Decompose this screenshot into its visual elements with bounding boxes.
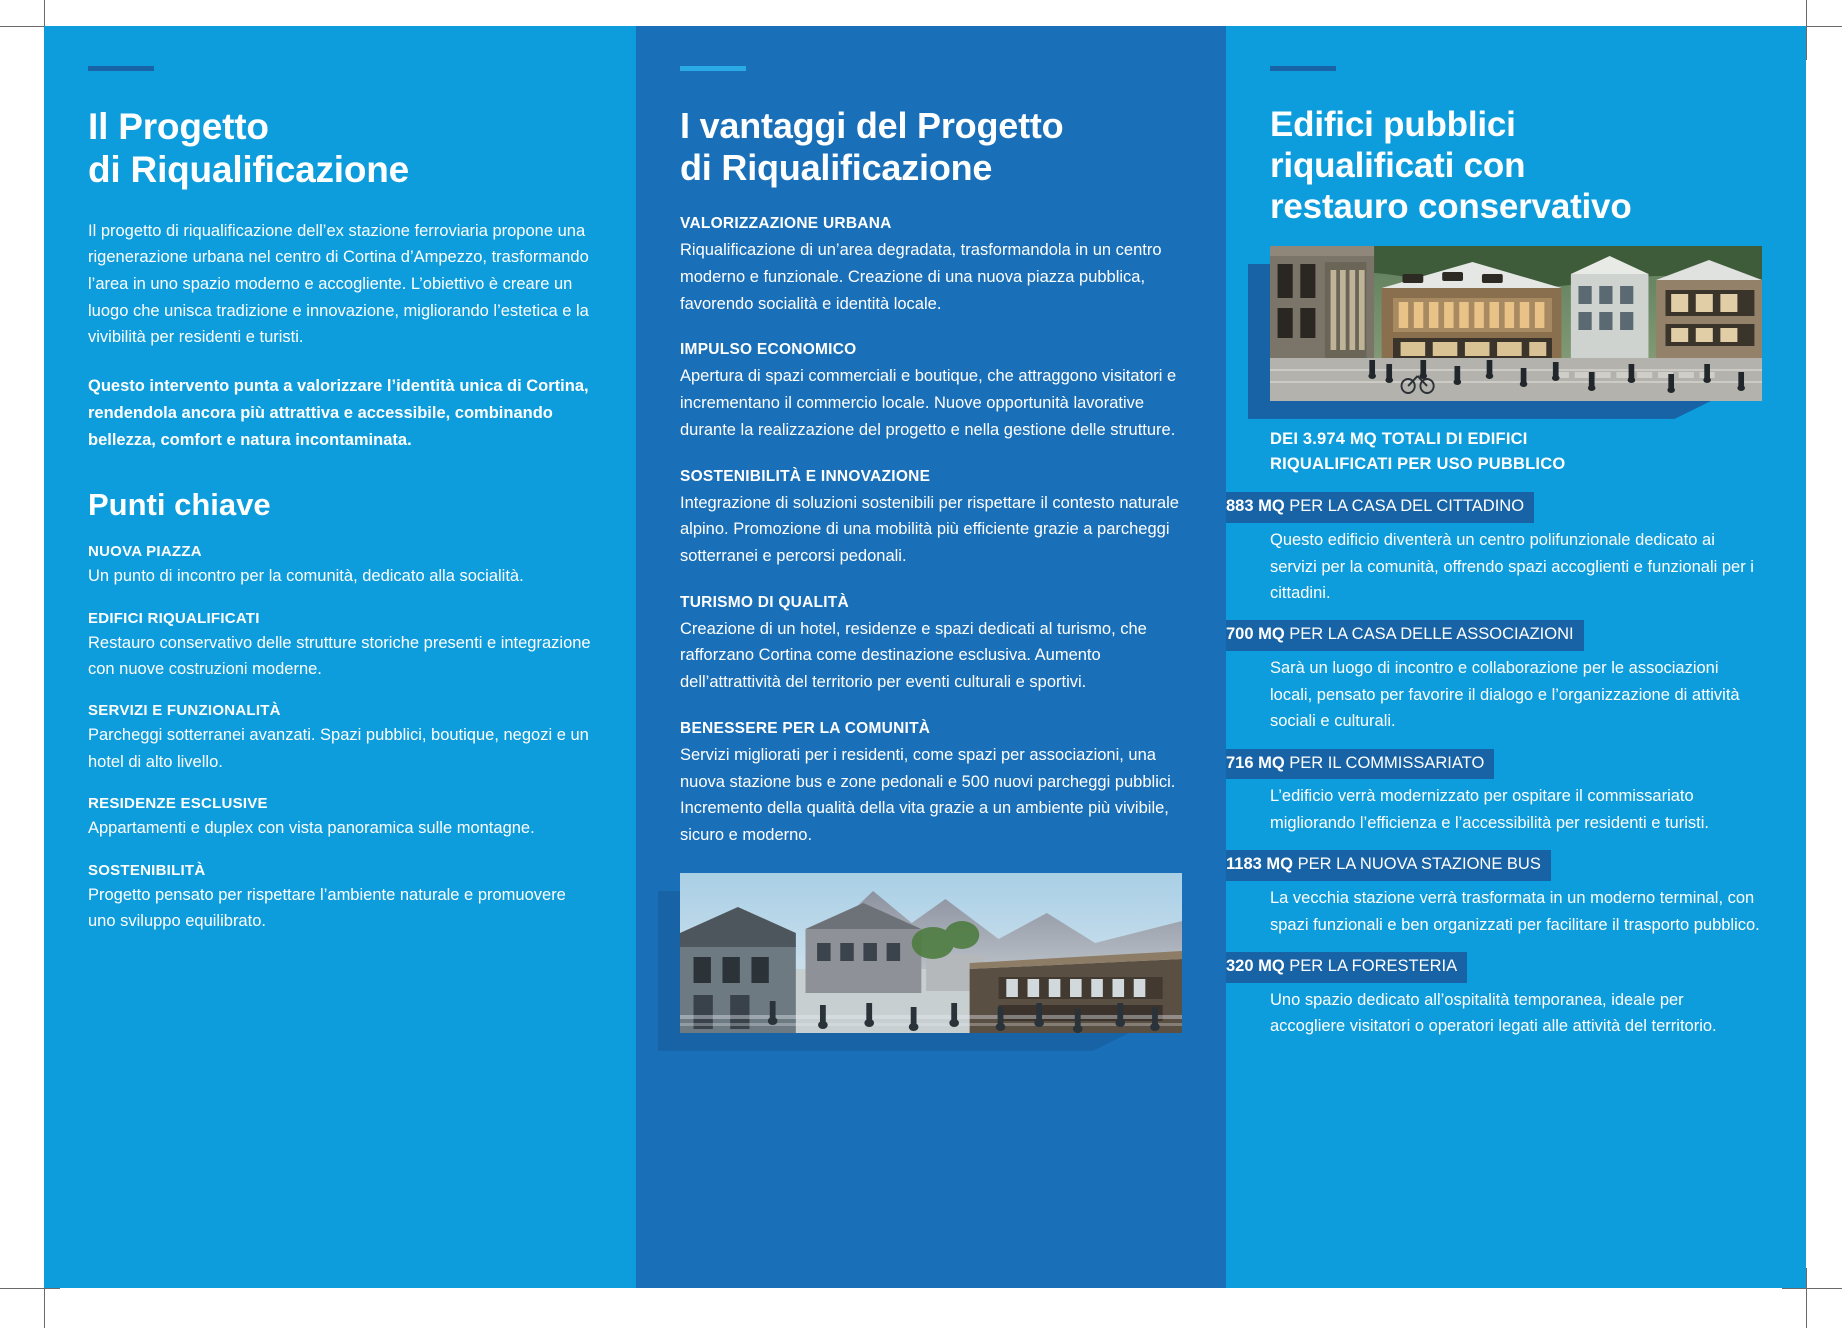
mq-description: La vecchia stazione verrà trasformata in un moderno terminal, con spazi funzionali e ben organizzati per facilitare il trasporto pubblico. bbox=[1270, 889, 1760, 934]
middle-panel-photo bbox=[680, 873, 1182, 1033]
advantage-title: VALORIZZAZIONE URBANA bbox=[680, 215, 892, 233]
key-point-sostenibilita bbox=[88, 862, 592, 935]
middle-title-line2: di Riqualificazione bbox=[680, 147, 993, 189]
mq-item-casa-del-cittadino bbox=[1226, 492, 1762, 606]
total-line1: DEI 3.974 MQ TOTALI DI EDIFICI bbox=[1270, 429, 1528, 448]
mq-heading-wrap bbox=[1226, 620, 1762, 651]
mq-heading-wrap bbox=[1226, 749, 1762, 780]
render-piazza-illustration bbox=[680, 873, 1182, 1033]
mq-heading-bar bbox=[1226, 850, 1551, 881]
left-title-line1: Il Progetto bbox=[88, 106, 269, 147]
panel-i-vantaggi bbox=[636, 26, 1226, 1288]
advantage-turismo-di-qualita bbox=[680, 594, 1182, 696]
mq-item-commissariato bbox=[1226, 749, 1762, 837]
mq-item-casa-delle-associazioni bbox=[1226, 620, 1762, 734]
mq-amount: 1183 MQ bbox=[1226, 855, 1293, 874]
advantage-valorizzazione-urbana bbox=[680, 215, 1182, 317]
key-point-nuova-piazza bbox=[88, 543, 592, 589]
panel-il-progetto bbox=[44, 26, 636, 1288]
mq-amount: 700 MQ bbox=[1226, 625, 1285, 644]
left-intro-bold-paragraph: Questo intervento punta a valorizzare l’identità unica di Cortina, rendendola ancora più attrattiva e accessibile, combinando bellezza, comfort e natura incontaminata. bbox=[88, 377, 589, 449]
right-title-line2: riqualificati con bbox=[1270, 145, 1526, 185]
mq-heading-wrap bbox=[1226, 952, 1762, 983]
mq-description: Sarà un luogo di incontro e collaborazione per le associazioni locali, pensato per favorire il dialogo e l’organizzazione di attività sociali e culturali. bbox=[1270, 659, 1740, 731]
right-panel-photo bbox=[1270, 246, 1762, 401]
right-title-line1: Edifici pubblici bbox=[1270, 105, 1516, 144]
key-point-text: Restauro conservativo delle strutture storiche presenti e integrazione con nuove costruzioni moderne. bbox=[88, 633, 591, 679]
middle-panel-title bbox=[680, 105, 1182, 189]
left-title-line2: di Riqualificazione bbox=[88, 149, 410, 191]
mq-description: L’edificio verrà modernizzato per ospitare il commissariato migliorando l’efficienza e l’accessibilità per residenti e turisti. bbox=[1270, 787, 1709, 832]
middle-photo-wrap bbox=[680, 873, 1182, 1033]
mq-label: PER LA CASA DELLE ASSOCIAZIONI bbox=[1289, 625, 1574, 644]
advantage-text: Servizi migliorati per i residenti, come spazi per associazioni, una nuova stazione bus e zone pedonali e 500 nuovi parcheggi pubblici. Incremento della qualità della vita grazie a un ambiente più vivibile, sicuro e moderno. bbox=[680, 745, 1176, 844]
advantage-title: BENESSERE PER LA COMUNITÀ bbox=[680, 719, 931, 737]
mq-item-foresteria bbox=[1226, 952, 1762, 1040]
left-subheading-punti-chiave: Punti chiave bbox=[88, 487, 271, 523]
mq-label: PER LA FORESTERIA bbox=[1289, 956, 1458, 975]
key-point-residenze-esclusive bbox=[88, 795, 592, 841]
brochure-panels bbox=[44, 26, 1806, 1288]
mq-amount: 320 MQ bbox=[1226, 956, 1285, 975]
accent-rule-left bbox=[88, 66, 154, 71]
left-intro-paragraph: Il progetto di riqualificazione dell’ex stazione ferroviaria propone una rigenerazione urbana nel centro di Cortina d’Ampezzo, trasformando l’area in uno spazio moderno e accogliente. L’obiettivo è creare un luogo che unisca tradizione e innovazione, migliorando l’estetica e la vivibilità per residenti e turisti. bbox=[88, 221, 589, 347]
crop-mark-bl-h bbox=[0, 1288, 60, 1289]
mq-label: PER LA NUOVA STAZIONE BUS bbox=[1297, 855, 1541, 874]
crop-mark-br-v bbox=[1806, 1268, 1807, 1328]
mq-description: Uno spazio dedicato all’ospitalità temporanea, ideale per accogliere visitatori o operatori legati alle attività del territorio. bbox=[1270, 990, 1717, 1036]
key-point-title: NUOVA PIAZZA bbox=[88, 543, 202, 561]
advantage-title: SOSTENIBILITÀ E INNOVAZIONE bbox=[680, 467, 931, 485]
key-point-title: SOSTENIBILITÀ bbox=[88, 861, 206, 879]
crop-mark-br-h bbox=[1782, 1288, 1842, 1289]
advantage-text: Creazione di un hotel, residenze e spazi dedicati al turismo, che rafforzano Cortina come destinazione esclusiva. Aumento dell’attrattività del territorio per eventi culturali e sportivi. bbox=[680, 619, 1147, 692]
key-point-title: EDIFICI RIQUALIFICATI bbox=[88, 609, 260, 627]
key-point-text: Un punto di incontro per la comunità, dedicato alla socialità. bbox=[88, 567, 524, 586]
mq-heading-wrap bbox=[1226, 492, 1762, 523]
right-photo-wrap bbox=[1270, 246, 1762, 401]
mq-heading-bar bbox=[1226, 749, 1494, 780]
total-mq-statement bbox=[1270, 427, 1762, 477]
advantage-text: Apertura di spazi commerciali e boutique, che attraggono visitatori e incrementano il commercio locale. Nuove opportunità lavorative durante la realizzazione del progetto e nella gestione delle strutture. bbox=[680, 367, 1177, 439]
mq-heading-wrap bbox=[1226, 850, 1762, 881]
key-point-servizi-e-funzionalita bbox=[88, 702, 592, 775]
mq-heading-bar bbox=[1226, 620, 1584, 651]
advantage-benessere-per-la-comunita bbox=[680, 720, 1182, 849]
advantage-title: IMPULSO ECONOMICO bbox=[680, 341, 857, 359]
mq-item-nuova-stazione-bus bbox=[1226, 850, 1762, 938]
advantage-title: TURISMO DI QUALITÀ bbox=[680, 593, 849, 611]
panel-edifici-pubblici bbox=[1226, 26, 1806, 1288]
mq-description: Questo edificio diventerà un centro polifunzionale dedicato ai servizi per la comunità, offrendo spazi accoglienti e funzionali per i cittadini. bbox=[1270, 531, 1754, 603]
key-point-text: Progetto pensato per rispettare l’ambiente naturale e promuovere uno sviluppo equilibrato. bbox=[88, 885, 566, 931]
mq-label: PER IL COMMISSARIATO bbox=[1289, 753, 1485, 772]
key-point-title: RESIDENZE ESCLUSIVE bbox=[88, 795, 268, 813]
advantage-impulso-economico bbox=[680, 341, 1182, 443]
advantage-text: Riqualificazione di un’area degradata, trasformandola in un centro moderno e funzionale. Creazione di una nuova piazza pubblica, favorendo socialità e identità locale. bbox=[680, 241, 1162, 313]
key-point-title: SERVIZI E FUNZIONALITÀ bbox=[88, 702, 281, 720]
mq-amount: 716 MQ bbox=[1226, 753, 1285, 772]
accent-rule-middle bbox=[680, 66, 746, 71]
crop-mark-tr-v bbox=[1806, 0, 1807, 60]
mq-amount: 883 MQ bbox=[1226, 497, 1285, 516]
total-line2: RIQUALIFICATI PER USO PUBBLICO bbox=[1270, 454, 1566, 473]
left-panel-title bbox=[88, 105, 592, 192]
right-panel-title bbox=[1270, 105, 1762, 228]
render-edifici-illustration bbox=[1270, 246, 1762, 401]
accent-rule-right bbox=[1270, 66, 1336, 71]
mq-heading-bar bbox=[1226, 952, 1467, 983]
mq-heading-bar bbox=[1226, 492, 1534, 523]
key-point-text: Parcheggi sotterranei avanzati. Spazi pubblici, boutique, negozi e un hotel di alto livello. bbox=[88, 726, 589, 771]
key-point-edifici-riqualificati bbox=[88, 610, 592, 683]
key-point-text: Appartamenti e duplex con vista panoramica sulle montagne. bbox=[88, 819, 535, 838]
advantage-text: Integrazione di soluzioni sostenibili per rispettare il contesto naturale alpino. Promozione di una mobilità più efficiente grazie a parcheggi sotterranei e percorsi pedonali. bbox=[680, 493, 1179, 565]
right-title-line3: restauro conservativo bbox=[1270, 186, 1632, 226]
mq-label: PER LA CASA DEL CITTADINO bbox=[1289, 497, 1525, 516]
advantage-sostenibilita-e-innovazione bbox=[680, 468, 1182, 570]
middle-title-line1: I vantaggi del Progetto bbox=[680, 105, 1064, 146]
